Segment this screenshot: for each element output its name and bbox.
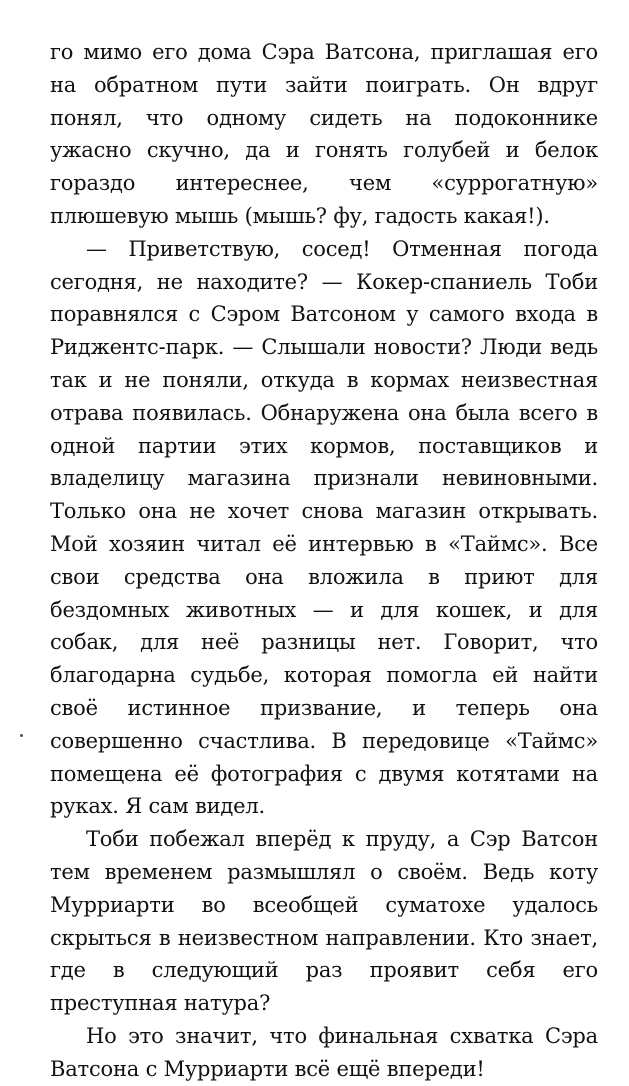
print-speck bbox=[20, 734, 23, 737]
paragraph-2: — Приветствую, сосед! Отменная погода сегодня, не находите? — Кокер-спаниель Тоби поравнялся с Сэром Ватсоном у самого входа в Риджентс-парк. — Слышали новости? Люди ведь так и не поняли, откуда в кормах неизвестная отрава появилась. Обнаружена она была всего в одной партии этих кормов, поставщиков и владелицу магазина признали невиновными. Только она не хочет снова магазин открывать. Мой хозяин читал её интервью в «Таймс». Все свои средства она вложила в приют для бездомных животных — и для кошек, и для собак, для неё разницы нет. Говорит, что благодарна судьбе, которая помогла ей найти своё истинное призвание, и теперь она совершенно счастлива. В передовице «Таймс» помещена её фотография с двумя котятами на руках. Я сам видел. bbox=[50, 236, 598, 819]
body-text bbox=[50, 36, 598, 1086]
paragraph-3: Тоби побежал вперёд к пруду, а Сэр Ватсон тем временем размышлял о своём. Ведь коту Мурриарти во всеобщей суматохе удалось скрыться в неизвестном направлении. Кто знает, где в следующий раз проявит себя его преступная натура? bbox=[50, 827, 598, 1016]
paragraph-1: го мимо его дома Сэра Ватсона, приглашая его на обратном пути зайти поиграть. Он вдруг понял, что одному сидеть на подоконнике ужасно скучно, да и гонять голубей и белок гораздо интереснее, чем «суррогатную» плюшевую мышь (мышь? фу, гадость какая!). bbox=[50, 40, 598, 228]
paragraph-4: Но это значит, что финальная схватка Сэра Ватсона с Мурриарти всё ещё впереди! bbox=[50, 1023, 598, 1081]
